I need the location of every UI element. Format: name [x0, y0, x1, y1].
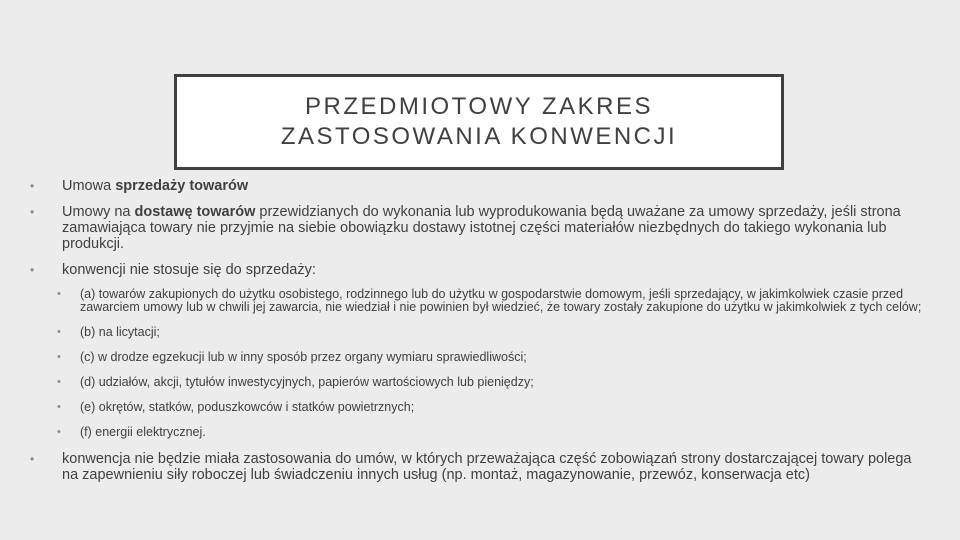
title-box [174, 74, 784, 170]
bullet-bold-text: dostawę towarów [134, 204, 256, 220]
sub-bullet-item [28, 401, 928, 414]
sub-bullet-text: (b) na licytacji; [80, 325, 160, 339]
bullet-icon: • [57, 401, 61, 413]
bullet-icon: • [30, 263, 35, 277]
bullet-icon: • [57, 288, 61, 300]
bullet-text: Umowa [62, 178, 116, 194]
sub-bullet-text: (f) energii elektrycznej. [80, 425, 206, 439]
sub-bullet-text: (a) towarów zakupionych do użytku osobistego, rodzinnego lub do użytku w gospodarstwie domowym, jeśli sprzedający, w jakimkolwiek czasie przed zawarciem umowy lub w chwili jej zawarcia, nie wiedział i nie powinien był wiedzieć, że towary zostały zakupione do użytku w jakimkolwiek z tych celów; [80, 287, 922, 314]
bullet-list [28, 178, 928, 493]
bullet-item [28, 178, 928, 194]
slide-title-line-1: PRZEDMIOTOWY ZAKRES [305, 93, 653, 120]
sub-bullet-item [28, 426, 928, 439]
bullet-icon: • [57, 326, 61, 338]
sub-bullet-text: (d) udziałów, akcji, tytułów inwestycyjnych, papierów wartościowych lub pieniędzy; [80, 375, 534, 389]
sub-bullet-text: (e) okrętów, statków, poduszkowców i statków powietrznych; [80, 400, 415, 414]
slide-title-line-2: ZASTOSOWANIA KONWENCJI [280, 123, 678, 150]
bullet-item [28, 204, 928, 252]
sub-bullet-item [28, 288, 928, 314]
bullet-item [28, 451, 928, 483]
bullet-text: Umowy na [62, 204, 135, 220]
bullet-icon: • [57, 376, 61, 388]
bullet-bold-text: sprzedaży towarów [115, 178, 249, 194]
bullet-icon: • [57, 351, 61, 363]
bullet-icon: • [30, 179, 35, 193]
bullet-text: konwencji nie stosuje się do sprzedaży: [62, 262, 316, 278]
bullet-icon: • [30, 205, 35, 219]
bullet-icon: • [30, 452, 35, 466]
bullet-text: konwencja nie będzie miała zastosowania do umów, w których przeważająca część zobowiązań strony dostarczającej towary polega na zapewnieniu siły roboczej lub świadczeniu innych usług (np. montaż, magazynowanie, przewóz, konserwacja etc) [62, 451, 912, 483]
sub-bullet-item [28, 326, 928, 339]
bullet-text: przewidzianych do wykonania lub wyprodukowania będą uważane za umowy sprzedaży, jeśli strona zamawiająca towary nie przyjmie na siebie obowiązku dostawy istotnej części materiałów niezbędnych do takiego wykonania lub produkcji. [62, 204, 901, 252]
bullet-item [28, 262, 928, 278]
sub-bullet-list [28, 288, 928, 439]
slide-title [281, 92, 677, 152]
sub-bullet-item [28, 351, 928, 364]
sub-bullet-item [28, 376, 928, 389]
bullet-icon: • [57, 426, 61, 438]
sub-bullet-text: (c) w drodze egzekucji lub w inny sposób przez organy wymiaru sprawiedliwości; [80, 350, 527, 364]
